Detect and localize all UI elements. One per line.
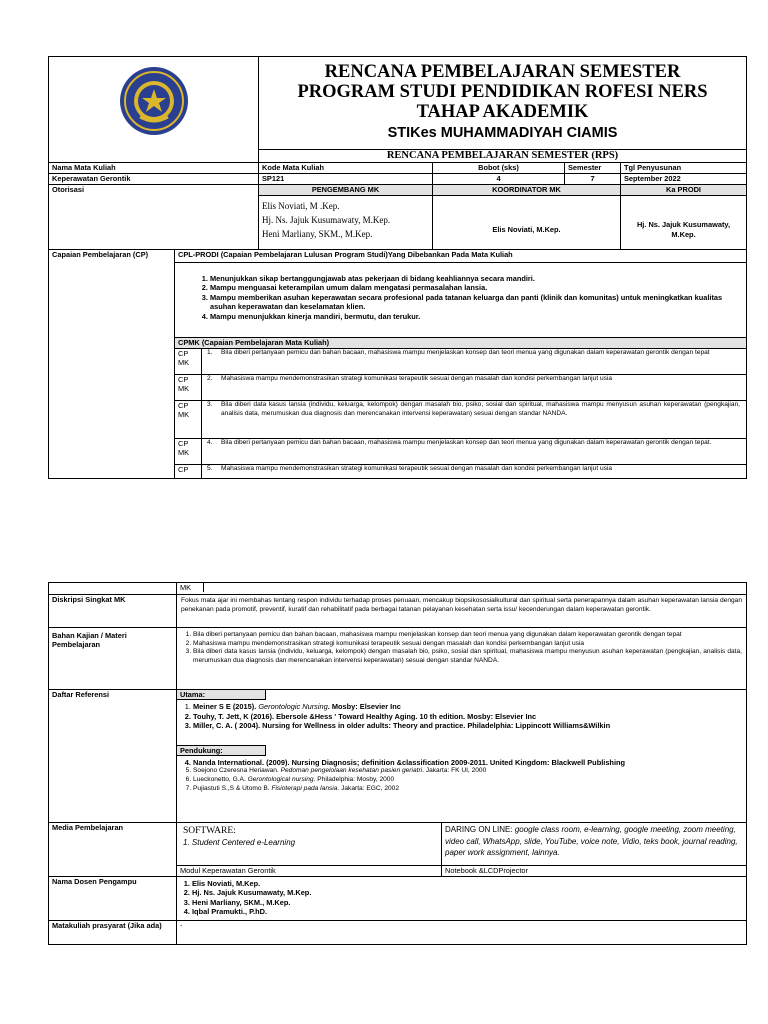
dosen-2: 2. Hj. Ns. Jajuk Kusumawaty, M.Kep. [192,888,743,897]
software-cell [177,823,442,866]
modul-cell: Modul Keperawatan Gerontik [177,866,442,877]
cpmk-5-code-a: CP [178,465,189,474]
pengembang-list [259,196,433,250]
utama-1-post: . Mosby: Elsevier Inc [327,702,401,712]
label-prasyarat: Matakuliah prasyarat (Jika ada) [49,921,177,945]
cpmk-2-code-b: MK [178,384,190,394]
pengembang-3: Heni Marliany, SKM., M.Kep. [262,229,373,239]
institution-name: STIKes MUHAMMADIYAH CIAMIS [387,125,618,141]
kaprodi-name: Hj. Ns. Jajuk Kusumawaty, M.Kep. [621,196,747,250]
deskripsi-text: Fokus mata ajar ini membahas tentang respon individu terhadap proses penuaan, mencakup biopsikososialkultural dan spiritual serta penerapannya dalam asuhan keperawatan lansia dengan penekanan pada promotif, preventif, kuratif dan rehabilitatif pada berbagai tatanan pelayanan kesehatan serta issu/ kecenderungan dalam keperawatan gerontik. [177,595,747,628]
cpmk-4-no: 4. [207,439,213,446]
label-semester: Semester [565,163,621,174]
cpmk-1-text: Bila diberi pertanyaan pemicu dan bahan bacaan, mahasiswa mampu menjelaskan konsep dan teori menua yang digunakan dalam keperawatan gerontik dengan tepat [221,349,710,356]
value-bobot: 4 [433,174,565,185]
cpmk-1-code-a: CP [178,349,189,358]
label-bobot: Bobot (sks) [433,163,565,174]
label-referensi: Daftar Referensi [49,690,177,823]
value-tgl: September 2022 [621,174,747,185]
cpl-item-4: 4. Mampu menunjukkan kinerja mandiri, bermutu, dan terukur. [210,312,743,321]
cpmk-5-no: 5. [207,465,213,472]
koordinator-name: Elis Noviati, M.Kep. [433,196,621,250]
mk-tail-row [177,583,747,595]
cpl-item-1: 1. Menunjukkan sikap bertanggungjawab atas pekerjaan di bidang keahliannya secara mandiri. [210,274,743,283]
cpmk-5-text: Mahasiswa mampu mendemonstrasikan strategi komunikasi terapeutik sesuai dengan masalah dan kondisi perkembangan lanjut usia [221,465,613,472]
rps-title: RENCANA PEMBELAJARAN SEMESTER (RPS) [259,150,747,163]
value-kode-mk: SP121 [259,174,433,185]
cpl-item-2: 2. Mampu menguasai keterampilan umum dalam mengatasi permasalahan lansia. [210,283,743,292]
cpmk-row-3 [175,401,747,439]
label-otorisasi: Otorisasi [49,185,259,196]
rps-page-1 [48,56,747,479]
pendukung-4: 4. Nanda International. (2009). Nursing Diagnosis; definition &classification 2009-2011. United Kingdom: Blackwell Publishing [193,758,746,767]
title-line-3: TAHAP AKADEMIK [416,102,589,122]
bahan-list [177,628,747,690]
cpl-list [175,263,747,338]
cpmk-3-code-b: MK [178,410,190,420]
software-item-text: Student Centered e-Learning [191,838,296,847]
stikes-logo-icon [118,65,190,137]
pendukung-7-pre: Pujiastuti S.,S & Utomo B. [193,784,272,792]
cpmk-4-text: Bila diberi pertanyaan pemicu dan bahan bacaan, mahasiswa mampu menjelaskan konsep dan teori menua yang digunakan dalam keperawatan gerontik dengan tepat. [221,439,712,446]
utama-3: 3. Miller, C. A. ( 2004). Nursing for Wellness in older adults: Theory and practice. Philadelphia: Lippincott Williams&Wilkin [193,721,746,730]
value-nama-mk: Keperawatan Gerontik [49,174,259,185]
pendukung-6 [193,776,746,785]
software-label: SOFTWARE: [183,826,236,836]
cpmk-row-2 [175,375,747,401]
pendukung-5 [193,767,746,776]
pendukung-6-pre: Lueckonetto, G.A. [193,776,248,784]
bahan-item-2: 2. Mahasiswa mampu mendemonstrasikan strategi komunikasi terapeutik sesuai dengan masalah dan kondisi perkembangan lanjut usia [193,640,742,649]
label-kode-mk: Kode Mata Kuliah [259,163,433,174]
cpmk-row-1 [175,349,747,375]
pendukung-label: Pendukung: [177,745,266,756]
label-nama-mk: Nama Mata Kuliah [49,163,259,174]
notebook-cell: Notebook &LCDProjector [442,866,747,877]
daring-label: DARING ON LINE: [445,825,513,834]
title-cell [259,57,747,150]
cpl-item-3: 3. Mampu memberikan asuhan keperawatan secara profesional pada tatanan keluarga dan panti (klinik dan komunitas) untuk meningkatkan kualitas asuhan keperawatan dan keselamatan klien. [210,293,743,312]
utama-label: Utama: [177,690,266,700]
cpmk-row-5 [175,465,747,479]
header-koordinator: KOORDINATOR MK [433,185,621,196]
pendukung-7-it: Fisioterapi pada lansia [271,784,338,792]
dosen-list [177,877,747,921]
pengembang-1: Elis Noviati, M .Kep. [262,201,340,211]
rps-page-2 [48,582,747,945]
cpmk-2-no: 2. [207,375,213,382]
label-bahan: Bahan Kajian / Materi Pembelajaran [49,628,177,690]
pendukung-5-it: Pedoman pengelolaan kesehatan pasien geriatri [280,767,423,775]
label-cp: Capaian Pembelajaran (CP) [49,250,175,479]
cpmk-4-code-a: CP [178,439,189,448]
cpmk-3-no: 3. [207,401,213,408]
utama-1-pre: Meiner S E (2015). [193,702,259,712]
prasyarat-value: - [177,921,747,945]
daring-text: google class room, e-learning, google meeting, zoom meeting, video call, WhatsApp, slide, YouTube, voice note, Vidio, teks book, journal reading, paper work assignment, lainnya. [445,825,738,857]
pengembang-2: Hj. Ns. Jajuk Kusumawaty, M.Kep. [262,215,391,225]
dosen-3: 3. Heni Marliany, SKM., M.Kep. [192,898,743,907]
software-item: 1. Student Centered e-Learning [183,838,296,847]
cpmk-4-code-b: MK [178,448,190,458]
header-kaprodi: Ka PRODI [621,185,747,196]
bahan-item-1: 1. Bila diberi pertanyaan pemicu dan bahan bacaan, mahasiswa mampu menjelaskan konsep dan teori menua yang digunakan dalam keperawatan gerontik dengan tepat [193,631,742,640]
utama-2: 2. Touhy, T. Jett, K (2016). Ebersole &Hess ' Toward Healthy Aging. 10 th edition. Mosby: Elsevier Inc [193,712,746,721]
cpmk-row-4 [175,439,747,465]
label-tgl: Tgl Penyusunan [621,163,747,174]
pendukung-6-it: Gerontological nursing [247,776,314,784]
cpmk-3-code-a: CP [178,401,189,410]
cpl-header: CPL-PRODI (Capaian Pembelajaran Lulusan Program Studi)Yang Dibebankan Pada Mata Kuliah [175,250,747,263]
utama-1-it: Gerontologic Nursing [258,702,328,712]
label-dosen: Nama Dosen Pengampu [49,877,177,921]
pendukung-6-post: . Philadelphia: Mosby, 2000 [313,776,395,784]
utama-1 [193,702,746,711]
cpmk-header: CPMK (Capaian Pembelajaran Mata Kuliah) [175,338,747,349]
cpmk-2-code-a: CP [178,375,189,384]
dosen-1: 1. Elis Noviati, M.Kep. [192,879,743,888]
title-line-1: RENCANA PEMBELAJARAN SEMESTER [324,62,681,82]
daring-cell [442,823,747,866]
pendukung-5-pre: Soejono Czeresna Heriawan. [193,767,281,775]
cpmk-1-no: 1. [207,349,213,356]
value-semester: 7 [565,174,621,185]
cpmk-2-text: Mahasiswa mampu mendemonstrasikan strategi komunikasi terapeutik sesuai dengan masalah dan kondisi perkembangan lanjut usia [221,375,613,382]
label-deskripsi: Diskripsi Singkat MK [49,595,177,628]
cpmk-1-code-b: MK [178,358,190,368]
pendukung-7-post: . Jakarta: EGC, 2002 [337,784,399,792]
referensi-cell [177,690,747,823]
pendukung-7 [193,785,746,794]
header-pengembang: PENGEMBANG MK [259,185,433,196]
dosen-4: 4. Iqbal Pramukti., P.hD. [192,907,743,916]
mk-tail: MK [177,583,204,592]
label-media: Media Pembelajaran [49,823,177,877]
bahan-item-3: 3. Bila diberi data kasus lansia (individu, keluarga, kelompok) dengan masalah bio, psiko, sosial dan spiritual, mahasiswa mampu menyusun asuhan keperawatan (pengkajian, analisis data, merumuskan dua diagnosis dan merencanakan intervensi keperawatan) sesuai dengan standar NANDA. [193,648,742,665]
logo-cell [49,57,259,150]
cpmk-3-text: Bila diberi data kasus lansia (individu, keluarga, kelompok) dengan masalah bio, psiko, sosial dan spiritual, mahasiswa mampu menyusun asuhan keperawatan (pengkajian, analisis data, merumuskan dua diagnosis dan merencanakan intervensi keperawatan) sesuai dengan standar NANDA. [221,401,741,417]
title-line-2: PROGRAM STUDI PENDIDIKAN ROFESI NERS [297,82,708,102]
pendukung-5-post: . Jakarta: FK UI, 2000 [422,767,487,775]
